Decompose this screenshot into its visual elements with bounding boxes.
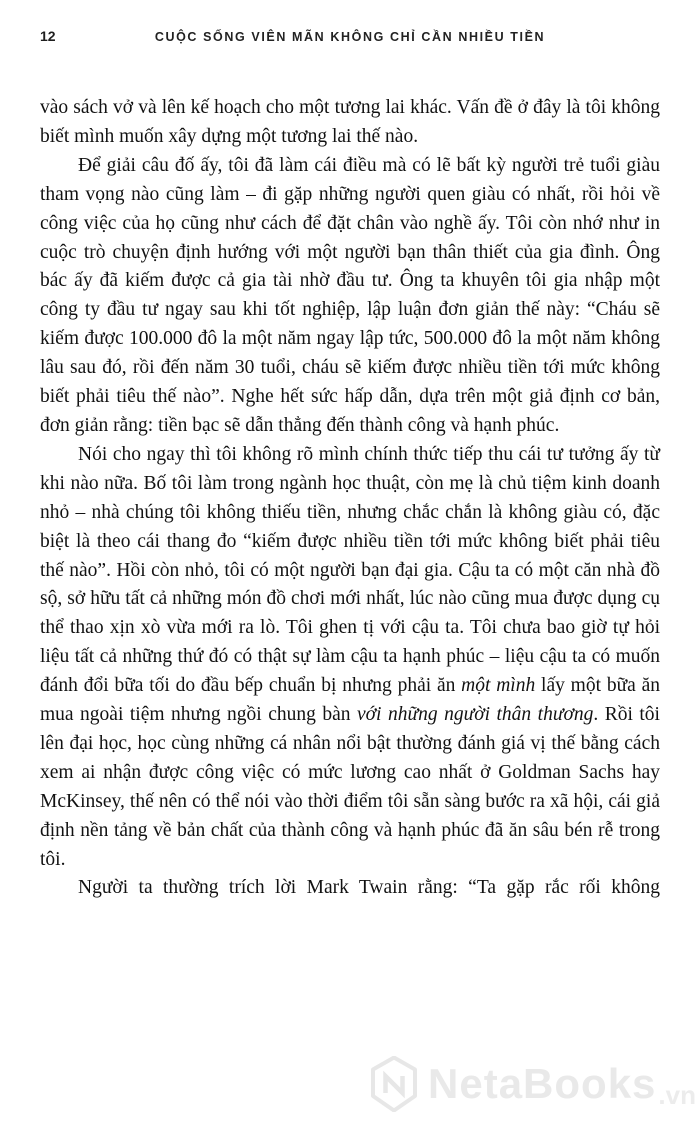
text-run: vào sách vở và lên kế hoạch cho một tương lai khác. Vấn đề ở đây là tôi không biết mình muốn xây dựng một tương lai thế nào. (40, 97, 660, 147)
text-run: Người ta thường trích lời Mark Twain rằng: “Ta gặp rắc rối không (78, 877, 660, 899)
netabooks-hexagon-n-logo (369, 1056, 419, 1112)
watermark (369, 1056, 696, 1112)
paragraph (40, 152, 660, 441)
italic-run: một mình (461, 675, 536, 697)
running-title: CUỘC SỐNG VIÊN MÃN KHÔNG CHỈ CẦN NHIỀU TIỀN (154, 29, 546, 45)
watermark-suffix: .vn (658, 1080, 696, 1110)
page-header (0, 28, 700, 48)
body-text (40, 94, 660, 903)
paragraph (40, 874, 660, 903)
text-run: Để giải câu đố ấy, tôi đã làm cái điều mà có lẽ bất kỳ người trẻ tuổi giàu tham vọng nào cũng làm – đi gặp những người quen giàu có nhất, rồi hỏi về công việc của họ cũng như cách để đặt chân vào nghề ấy. Tôi còn nhớ như in cuộc trò chuyện định hướng với một người bạn thân thiết của gia đình. Ông bác ấy đã kiếm được cả gia tài nhờ đầu tư. Ông ta khuyên tôi gia nhập một công ty đầu tư ngay sau khi tốt nghiệp, lập luận đơn giản thế này: “Cháu sẽ kiếm được 100.000 đô la một năm ngay lập tức, 500.000 đô la một năm không lâu sau đó, rồi đến năm 30 tuổi, cháu sẽ kiếm được nhiều tiền tới mức không biết phải tiêu thế nào”. Nghe hết sức hấp dẫn, dựa trên một giả định cơ bản, đơn giản rằng: tiền bạc sẽ dẫn thẳng đến thành công và hạnh phúc. (40, 154, 660, 436)
watermark-brand: NetaBooks (428, 1060, 657, 1107)
text-run: lấy một bữa ăn mua ngoài tiệm nhưng ngồi chung bàn (40, 675, 661, 726)
paragraph (40, 94, 660, 152)
paragraph (40, 441, 660, 875)
text-run: . Rồi tôi lên đại học, học cùng những cá nhân nổi bật thường đánh giá vị thế bằng cách xem ai nhận được công việc có mức lương cao nhất ở Goldman Sachs hay McKinsey, thế nên có thể nói vào thời điểm tôi sẵn sàng bước ra xã hội, cái giả định nền tảng về bản chất của thành công và hạnh phúc đã ăn sâu bén rễ trong tôi. (40, 704, 660, 870)
text-run: Nói cho ngay thì tôi không rõ mình chính thức tiếp thu cái tư tưởng ấy từ khi nào nữa. Bố tôi làm trong ngành học thuật, còn mẹ là chủ tiệm kinh doanh nhỏ – nhà chúng tôi không thiếu tiền, nhưng chắc chắn là không giàu có, đặc biệt là theo cái thang đo “kiếm được nhiều tiền tới mức không biết phải tiêu thế nào”. Hồi còn nhỏ, tôi có một người bạn đại gia. Cậu ta có một căn nhà đồ sộ, sở hữu tất cả những món đồ chơi mới nhất, lúc nào cũng mua được dụng cụ thể thao xịn xò vừa mới ra lò. Tôi ghen tị với cậu ta. Tôi chưa bao giờ tự hỏi liệu tất cả những thứ đó có thật sự làm cậu ta hạnh phúc – liệu cậu ta có muốn đánh đổi bữa tối do đầu bếp chuẩn bị nhưng phải ăn (40, 443, 660, 697)
italic-run: với những người thân thương (356, 704, 594, 726)
page-number: 12 (40, 28, 56, 44)
